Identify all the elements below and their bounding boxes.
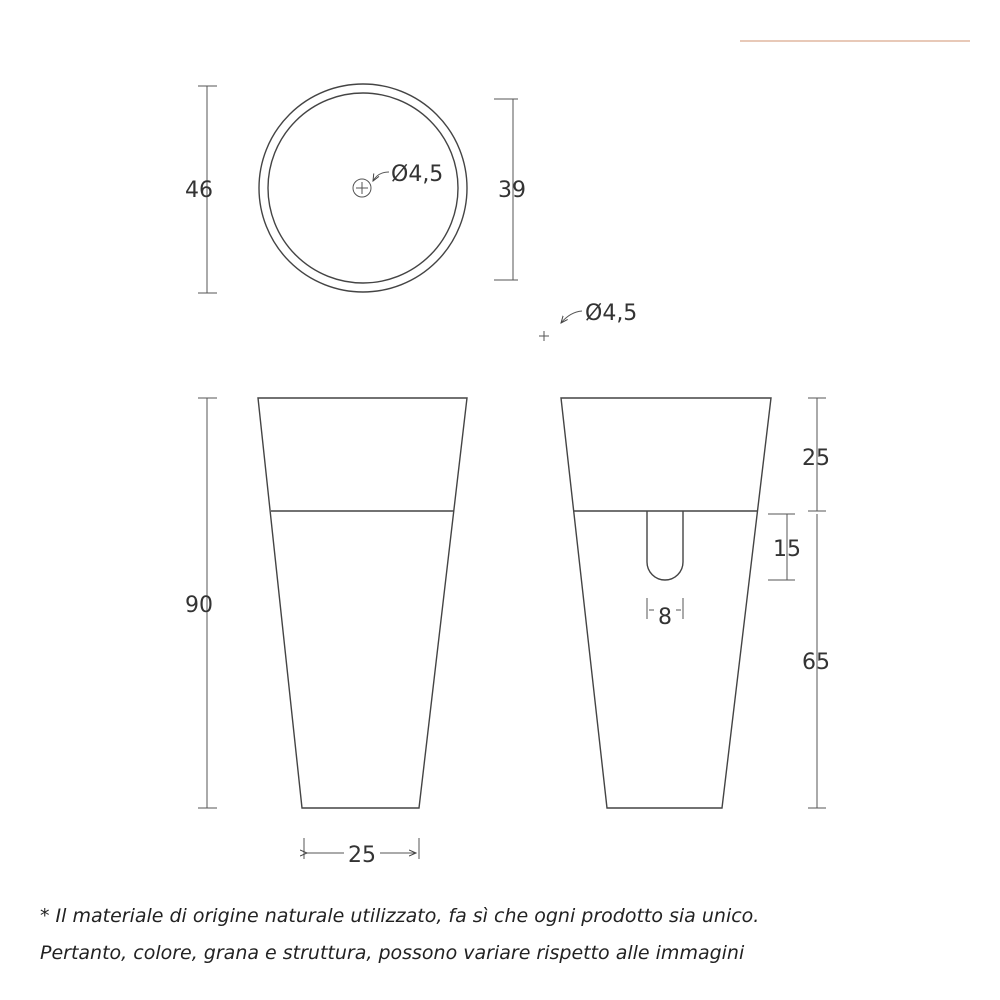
total-height-label: 90 bbox=[185, 593, 213, 618]
drain-leader bbox=[373, 172, 389, 181]
overflow-leader bbox=[561, 311, 582, 323]
side-view bbox=[561, 398, 830, 808]
footnote-line-1: * Il materiale di origine naturale utilizzato, fa sì che ogni prodotto sia unico. bbox=[40, 905, 760, 927]
overflow-diameter-label: Ø4,5 bbox=[585, 301, 638, 326]
side-body-outline bbox=[561, 398, 771, 808]
dim-slot-height bbox=[768, 514, 801, 580]
dim-lower-section bbox=[802, 514, 830, 808]
inner-height-label: 39 bbox=[498, 178, 526, 203]
dim-outer-height bbox=[185, 86, 217, 293]
outer-height-label: 46 bbox=[185, 178, 213, 203]
dim-top-section bbox=[802, 398, 830, 511]
drain-diameter-label: Ø4,5 bbox=[391, 162, 444, 187]
overflow-slot bbox=[647, 511, 683, 580]
slot-width-label: 8 bbox=[658, 605, 672, 630]
dim-inner-height bbox=[494, 99, 526, 280]
slot-height-label: 15 bbox=[773, 537, 801, 562]
front-view bbox=[185, 398, 467, 868]
footnote-line-2: Pertanto, colore, grana e struttura, possono variare rispetto alle immagini bbox=[40, 942, 745, 964]
base-width-label: 25 bbox=[348, 843, 376, 868]
overflow-callout bbox=[539, 301, 637, 341]
dim-base-width bbox=[304, 838, 419, 868]
top-section-label: 25 bbox=[802, 446, 830, 471]
dim-total-height bbox=[185, 398, 217, 808]
front-body-outline bbox=[258, 398, 467, 808]
top-view bbox=[185, 84, 526, 293]
dim-slot-width bbox=[647, 598, 683, 630]
lower-section-label: 65 bbox=[802, 650, 830, 675]
